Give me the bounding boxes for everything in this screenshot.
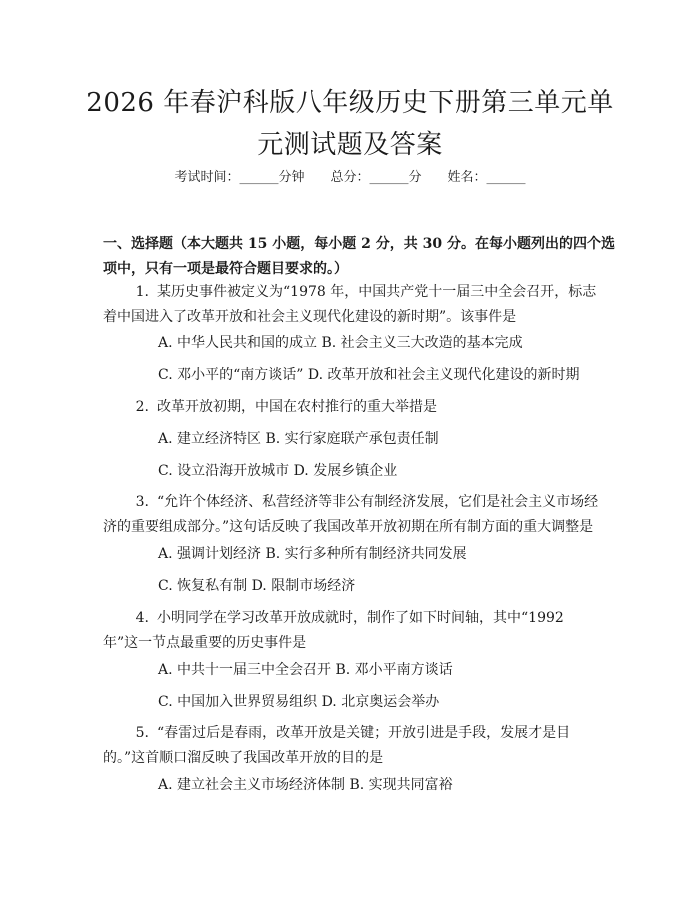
time-unit: 分钟	[278, 170, 305, 185]
page-title	[60, 82, 640, 166]
section-heading: 一、选择题（本大题共 15 小题，每小题 2 分，共 30 分。在每小题列出的四个选项中，只有一项是最符合题目要求的。）	[103, 236, 615, 277]
score-label: 总分：	[330, 170, 370, 185]
question-2	[103, 395, 603, 420]
question-stem: 改革开放初期，中国在农村推行的重大举措是	[157, 399, 437, 415]
name-blank: ______	[486, 170, 526, 185]
question-4-options-ab: A. 中共十一届三中全会召开 B. 邓小平南方谈话	[158, 662, 453, 678]
question-1-options-cd: C. 邓小平的“南方谈话” D. 改革开放和社会主义现代化建设的新时期	[158, 367, 580, 383]
exam-meta	[0, 168, 700, 188]
question-4	[103, 606, 603, 656]
question-number: 2.	[135, 399, 149, 415]
question-2-options-cd: C. 设立沿海开放城市 D. 发展乡镇企业	[158, 463, 398, 479]
title-line-2: 元测试题及答案	[257, 130, 443, 160]
question-3-options-cd: C. 恢复私有制 D. 限制市场经济	[158, 578, 356, 594]
score-blank: ______	[369, 170, 409, 185]
question-number: 5.	[135, 725, 149, 741]
score-unit: 分	[408, 170, 422, 185]
question-5-options-ab: A. 建立社会主义市场经济体制 B. 实现共同富裕	[158, 777, 453, 793]
question-stem: 小明同学在学习改革开放成就时，制作了如下时间轴，其中“1992 年”这一节点最重要的历史事件是	[103, 610, 564, 651]
question-number: 3.	[135, 494, 149, 510]
question-stem: “允许个体经济、私营经济等非公有制经济发展，它们是社会主义市场经济的重要组成部分。”这句话反映了我国改革开放初期在所有制方面的重大调整是	[103, 494, 599, 535]
question-1	[103, 280, 603, 330]
question-3-options-ab: A. 强调计划经济 B. 实行多种所有制经济共同发展	[158, 546, 467, 562]
question-number: 4.	[135, 610, 149, 626]
question-stem: 某历史事件被定义为“1978 年，中国共产党十一届三中全会召开，标志着中国进入了改革开放和社会主义现代化建设的新时期”。该事件是	[103, 284, 597, 325]
time-blank: ______	[239, 170, 279, 185]
question-2-options-ab: A. 建立经济特区 B. 实行家庭联产承包责任制	[158, 431, 439, 447]
time-label: 考试时间：	[174, 170, 240, 185]
question-5	[103, 721, 603, 771]
question-1-options-ab: A. 中华人民共和国的成立 B. 社会主义三大改造的基本完成	[158, 335, 523, 351]
question-number: 1.	[135, 284, 149, 300]
title-line-1: 2026 年春沪科版八年级历史下册第三单元单	[86, 88, 614, 118]
question-3	[103, 490, 603, 540]
question-4-options-cd: C. 中国加入世界贸易组织 D. 北京奥运会举办	[158, 694, 440, 710]
question-stem: “春雷过后是春雨，改革开放是关键；开放引进是手段，发展才是目的。”这首顺口溜反映了我国改革开放的目的是	[103, 725, 571, 766]
name-label: 姓名：	[447, 170, 487, 185]
